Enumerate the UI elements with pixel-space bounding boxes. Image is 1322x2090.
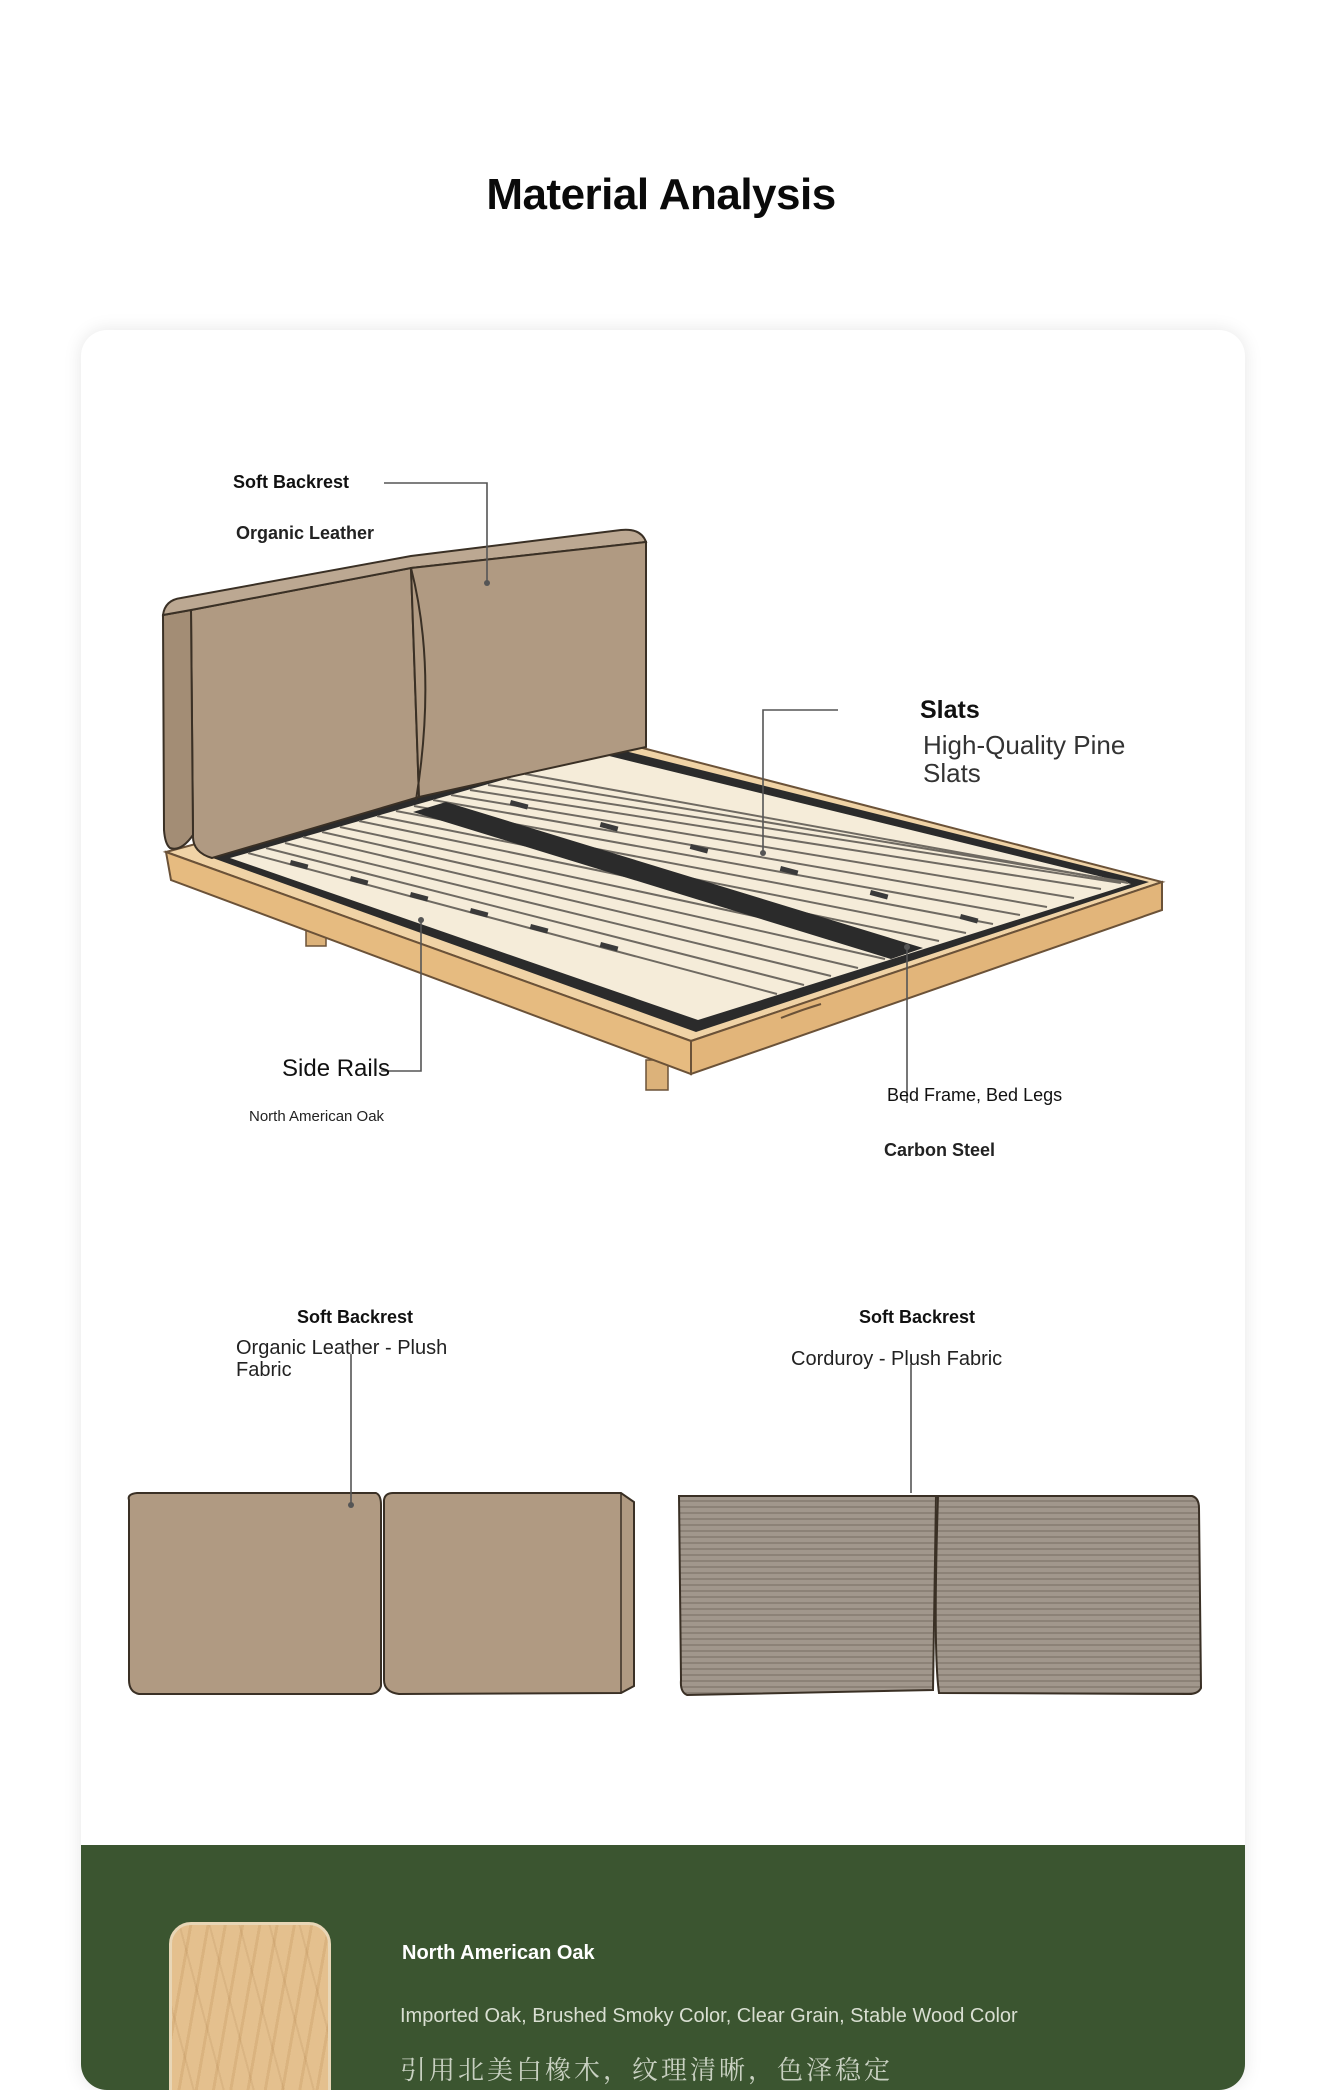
slats-material-line1: High-Quality Pine	[923, 730, 1126, 760]
option1-material-line1: Organic Leather - Plush	[236, 1337, 448, 1359]
frame-material: Carbon Steel	[884, 1140, 996, 1160]
corduroy-cushion-left	[679, 1496, 936, 1695]
corduroy-backrest-option	[679, 1496, 1201, 1695]
side-rails-label: Side Rails	[282, 1055, 391, 1082]
bed-diagram	[81, 330, 1245, 1845]
oak-description-cn: 引用北美白橡木，纹理清晰，色泽稳定	[400, 2055, 894, 2085]
slats-label: Slats	[920, 696, 980, 724]
slats-material-line2: Slats	[923, 758, 981, 788]
frame-label: Bed Frame, Bed Legs	[887, 1085, 1063, 1105]
oak-description: Imported Oak, Brushed Smoky Color, Clear Grain, Stable Wood Color	[400, 2005, 1018, 2027]
oak-wood-swatch	[169, 1922, 331, 2090]
oak-panel	[81, 1845, 1245, 2090]
backrest-label: Soft Backrest	[233, 472, 350, 492]
leather-backrest-option	[129, 1493, 634, 1694]
side-rails-material: North American Oak	[249, 1108, 385, 1125]
option1-label: Soft Backrest	[297, 1307, 414, 1327]
page-title: Material Analysis	[486, 170, 836, 219]
backrest-material: Organic Leather	[236, 523, 375, 543]
oak-title: North American Oak	[402, 1942, 595, 1964]
corduroy-cushion-right	[936, 1496, 1201, 1694]
option2-material: Corduroy - Plush Fabric	[791, 1348, 1003, 1370]
option1-material-line2: Fabric	[236, 1359, 292, 1381]
leather-cushion-right	[384, 1493, 634, 1694]
option2-label: Soft Backrest	[859, 1307, 976, 1327]
headboard-side	[163, 610, 193, 849]
leather-cushion-left	[129, 1493, 381, 1694]
material-card	[81, 330, 1245, 2090]
